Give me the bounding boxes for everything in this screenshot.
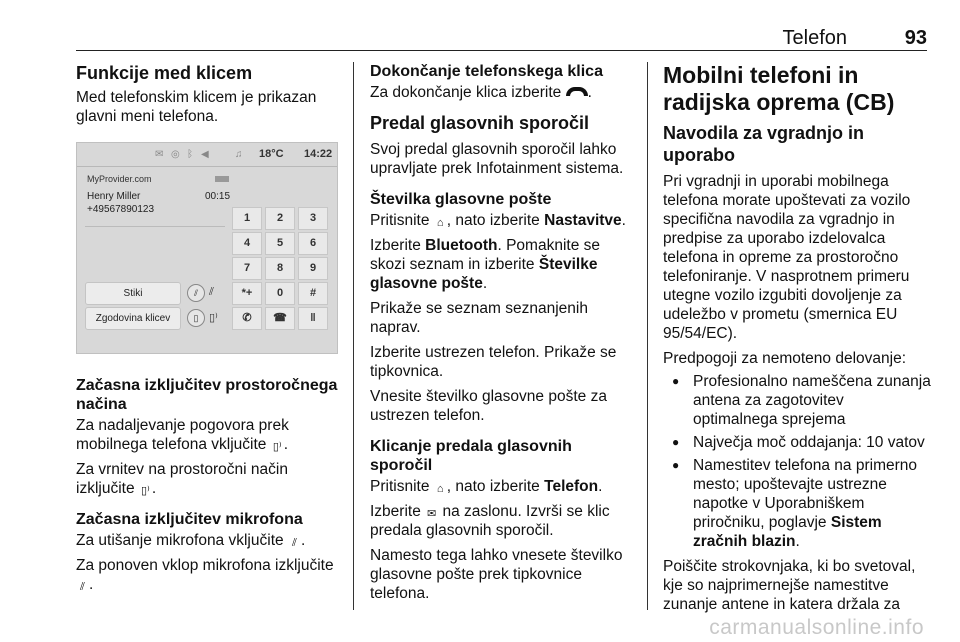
text: Izberite	[370, 503, 421, 520]
text: .	[482, 275, 488, 292]
call-timer: 00:15	[205, 191, 231, 202]
divider	[85, 226, 225, 227]
header-rule	[76, 50, 927, 51]
para-during-call: Med telefonskim klicem je prikazan glavni meni telefona.	[76, 89, 317, 125]
media-icon: ♫	[235, 149, 243, 160]
clock: 14:22	[304, 148, 333, 160]
text: Pritisnite	[370, 478, 430, 495]
mic-toggle[interactable]	[187, 284, 205, 302]
column-2	[370, 62, 632, 603]
handsfree-toggle[interactable]	[187, 309, 205, 327]
text: . Pomaknite se skozi seznam in izberite	[370, 237, 601, 273]
heading-voicemail: Predal glasovnih sporočil	[370, 113, 590, 133]
key-2[interactable]: 2	[265, 207, 295, 230]
handset-mode-icon: ▯	[193, 313, 199, 323]
text: Pritisnite	[370, 212, 430, 229]
column-divider-1	[353, 62, 354, 610]
heading-mobile-phones: Mobilni telefoni in radijska oprema (CB)	[663, 62, 895, 115]
text: na zaslonu. Izvrši se klic predala glasovnih sporočil.	[370, 503, 610, 539]
voicemail-icon: ✉	[427, 508, 437, 520]
para-num-1	[370, 211, 632, 230]
text: , nato izberite	[446, 478, 540, 495]
text: .	[587, 84, 592, 101]
text: .	[151, 480, 157, 497]
para-num-4: Izberite ustrezen telefon. Prikaže se tipkovnica.	[370, 344, 617, 380]
text: Za nadaljevanje pogovora prek mobilnega telefona vključite	[76, 417, 289, 453]
home-icon: ⌂	[436, 217, 444, 229]
home-icon: ⌂	[436, 483, 444, 495]
spacer	[370, 425, 632, 437]
para-mic-2	[76, 556, 338, 594]
pause-icon: ‖	[310, 312, 316, 324]
infotainment-phone-screenshot	[76, 142, 338, 354]
handset-mode-icon: ▯⁾	[272, 441, 282, 453]
para-num-3: Prikaže se seznam seznanjenih naprav.	[370, 300, 588, 336]
contacts-button[interactable]: Stiki	[85, 282, 181, 305]
list-item: ● Največja moč oddajanja: 10 vatov	[663, 433, 931, 452]
mic-mute-icon: ⫽	[80, 581, 85, 593]
key-star-plus[interactable]: *+	[232, 282, 262, 305]
column-divider-2	[647, 62, 648, 610]
phone-status-icon: ◎	[171, 149, 180, 160]
heading-call-voicemail: Klicanje predala glasovnih sporočil	[370, 438, 572, 474]
key-4[interactable]: 4	[232, 232, 262, 255]
heading-end-call: Dokončanje telefonskega klica	[370, 63, 603, 80]
key-6[interactable]: 6	[298, 232, 328, 255]
para-handsfree-2	[76, 460, 338, 498]
text: .	[621, 212, 626, 229]
list-item: ● Profesionalno nameščena zunanja antena za zagotovitev optimalnega sprejema	[663, 372, 931, 429]
text: Za vrnitev na prostoročni način izključite	[76, 461, 288, 497]
text: Za ponoven vklop mikrofona izključite	[76, 557, 334, 574]
heading-mic-off: Začasna izključitev mikrofona	[76, 511, 303, 528]
para-call-3: Namesto tega lahko vnesete številko glasovne pošte prek tipkovnice telefona.	[370, 547, 623, 602]
text: .	[598, 478, 603, 495]
airbag-system-label: Sistem zračnih blazin	[693, 514, 882, 550]
status-bar	[77, 143, 337, 167]
volume-icon: ◀	[201, 149, 209, 160]
list-item	[663, 456, 931, 551]
call-key[interactable]	[232, 307, 262, 330]
spacer	[370, 178, 632, 190]
page-header-title: Telefon	[782, 27, 847, 49]
text: Namestitev telefona na primerno mesto; upoštevajte ustrezne napotke v Uporabniškem priročniku, poglavje	[693, 457, 918, 531]
text: .	[283, 436, 289, 453]
spacer	[76, 498, 338, 510]
column-3	[663, 62, 931, 614]
para-handsfree-1	[76, 416, 338, 454]
watermark: carmanualsonline.info	[709, 616, 924, 639]
text: Za dokončanje klica izberite	[370, 84, 562, 101]
phone-label: Telefon	[544, 478, 599, 495]
hang-up-icon	[566, 87, 588, 96]
contact-number: +49567890123	[87, 204, 155, 215]
bluetooth-label: Bluetooth	[425, 237, 498, 254]
para-prerequisites: Predpogoji za nemoteno delovanje:	[663, 350, 907, 367]
mic-mute-icon: ⫽	[291, 537, 297, 549]
para-num-5: Vnesite številko glasovne pošte za ustrezen telefon.	[370, 388, 607, 424]
hangup-key[interactable]	[265, 307, 295, 330]
para-installation: Pri vgradnji in uporabi mobilnega telefona morate upoštevati za vozilo specifična navodila za vgradnjo in predpise za uporabo izdelovalca telefona in opreme za prostoročno telefoniranje. V nasprotnem primeru utegne vozilo izgubiti dovoljenje za udeležbo v prometu (smernica EU 95/54/EC).	[663, 173, 911, 342]
settings-label: Nastavitve	[544, 212, 622, 229]
key-0[interactable]: 0	[265, 282, 295, 305]
key-5[interactable]: 5	[265, 232, 295, 255]
heading-during-call: Funkcije med klicem	[76, 63, 253, 83]
heading-installation: Navodila za vgradnjo in uporabo	[663, 123, 865, 165]
text: .	[89, 576, 94, 593]
call-history-button[interactable]: Zgodovina klicev	[85, 307, 181, 330]
message-icon: ✉	[155, 149, 164, 160]
handset-mode-icon: ▯⁾	[141, 485, 150, 497]
heading-handsfree-off: Začasna izključitev prostoročnega načina	[76, 377, 338, 413]
para-end-call	[370, 83, 632, 102]
hang-up-icon: ☎	[273, 312, 287, 324]
contact-info	[87, 190, 154, 216]
provider-name: MyProvider.com	[87, 174, 152, 184]
temperature: 18°C	[259, 148, 284, 160]
text: Izberite	[370, 237, 421, 254]
text: , nato izberite	[446, 212, 540, 229]
page-number: 93	[904, 27, 927, 49]
mic-mute-icon: ⫽	[193, 288, 198, 298]
para-mic-1	[76, 531, 338, 550]
prerequisites-list	[663, 372, 931, 551]
spacer	[370, 102, 632, 112]
handset-mode-icon: ▯⁾	[209, 312, 218, 324]
key-7[interactable]: 7	[232, 257, 262, 280]
key-hash[interactable]: #	[298, 282, 328, 305]
para-voicemail: Svoj predal glasovnih sporočil lahko upravljate prek Infotainment sistema.	[370, 141, 624, 177]
running-head	[76, 27, 927, 51]
mic-mute-icon: ⫽	[209, 286, 214, 298]
phone-icon: ✆	[242, 312, 252, 324]
para-num-2	[370, 236, 632, 293]
key-1[interactable]: 1	[232, 207, 262, 230]
key-9[interactable]: 9	[298, 257, 328, 280]
text: Za utišanje mikrofona vključite	[76, 532, 284, 549]
voicemail-numbers-label: Številke glasovne pošte	[370, 256, 598, 292]
signal-bar	[215, 176, 229, 182]
para-call-1	[370, 477, 632, 496]
text: .	[300, 532, 306, 549]
key-3[interactable]: 3	[298, 207, 328, 230]
contact-name: Henry Miller	[87, 191, 141, 202]
pause-key[interactable]	[298, 307, 328, 330]
para-expert: Poiščite strokovnjaka, ki bo svetoval, kje so najprimernejše namestitve zunanje antene in katera držala za	[663, 558, 916, 613]
key-8[interactable]: 8	[265, 257, 295, 280]
heading-voicemail-number: Številka glasovne pošte	[370, 191, 552, 208]
text: .	[795, 533, 800, 550]
para-call-2	[370, 502, 632, 540]
bluetooth-icon: ᛒ	[187, 149, 193, 160]
